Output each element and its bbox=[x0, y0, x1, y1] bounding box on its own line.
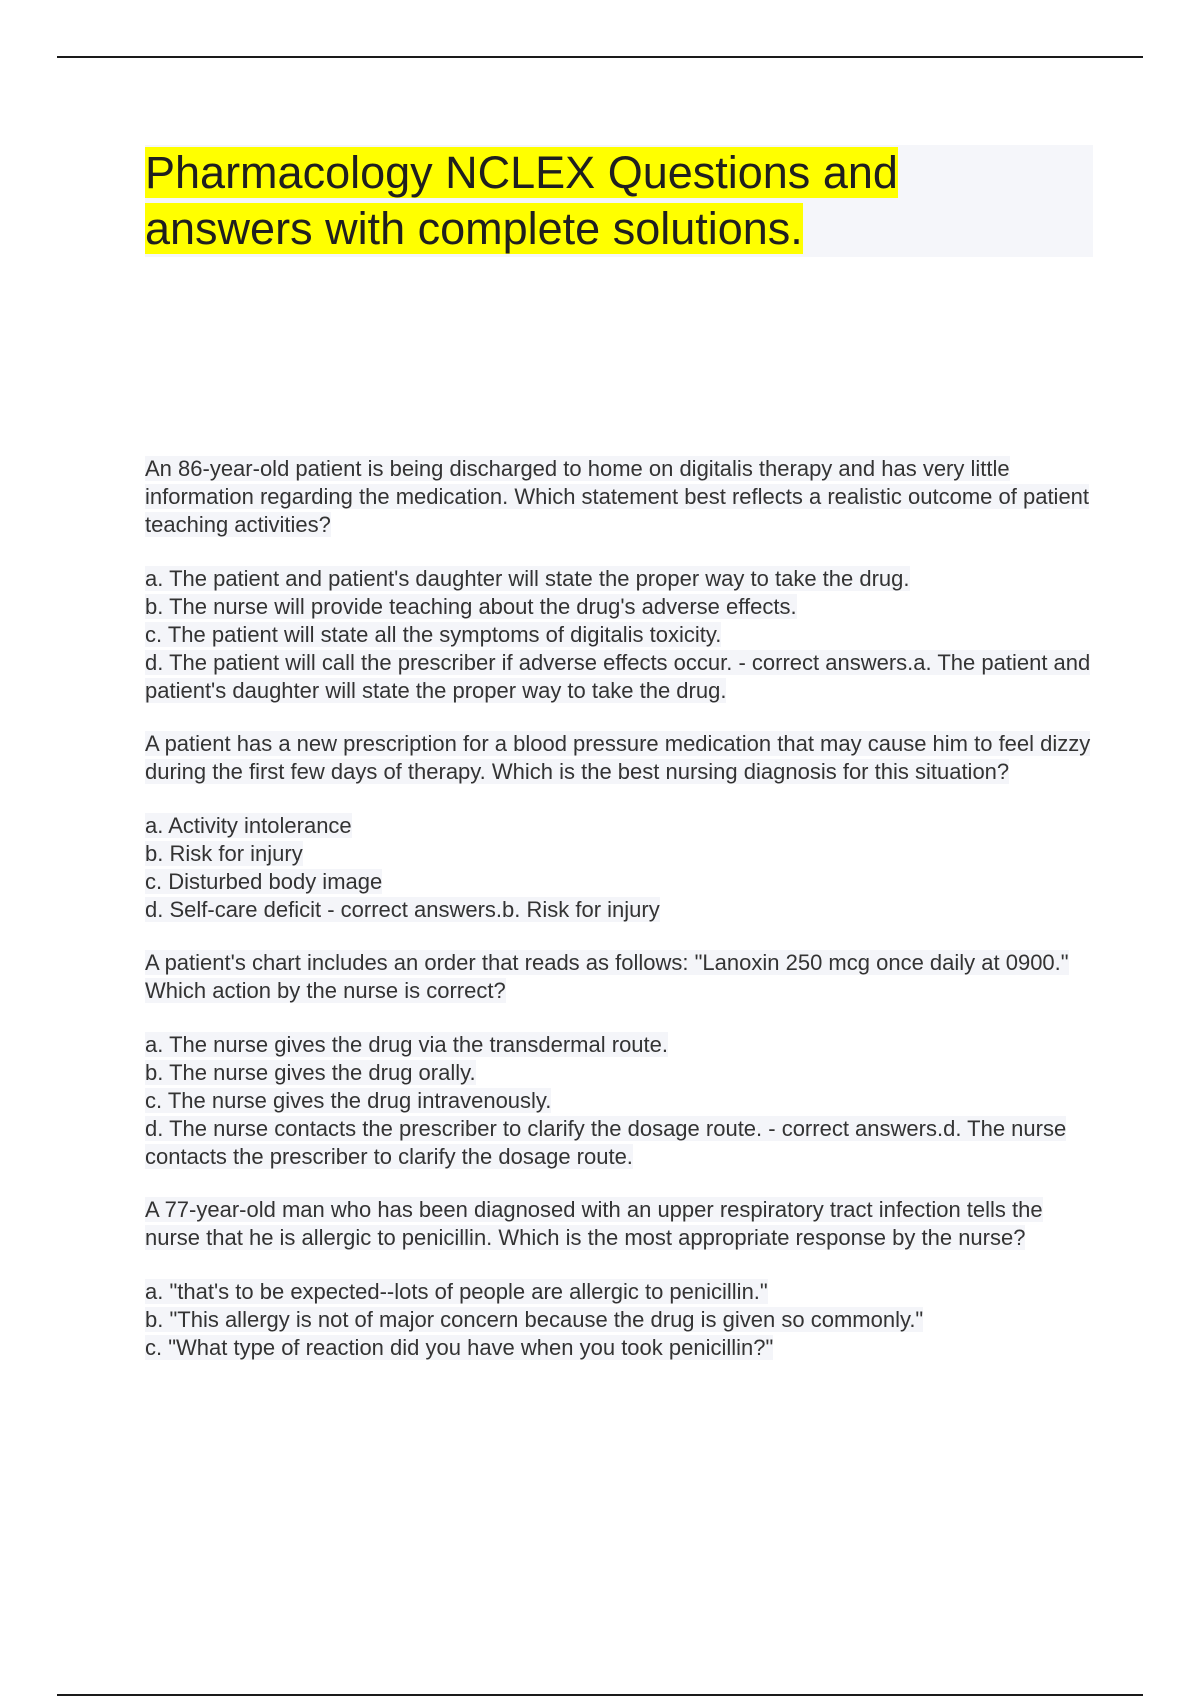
document-body bbox=[145, 145, 1093, 1387]
answer-option: a. The patient and patient's daughter will state the proper way to take the drug. bbox=[145, 566, 910, 591]
question-1 bbox=[145, 455, 1093, 705]
document-title: Pharmacology NCLEX Questions and answers with complete solutions. bbox=[145, 147, 898, 254]
answer-options bbox=[145, 812, 1093, 924]
answer-option: b. Risk for injury bbox=[145, 841, 303, 866]
answer-option: a. The nurse gives the drug via the transdermal route. bbox=[145, 1032, 668, 1057]
question-2 bbox=[145, 730, 1093, 924]
title-block bbox=[145, 145, 1093, 257]
answer-option: c. "What type of reaction did you have when you took penicillin?" bbox=[145, 1335, 774, 1360]
question-stem: A patient has a new prescription for a blood pressure medication that may cause him to feel dizzy during the first few days of therapy. Which is the best nursing diagnosis for this situation? bbox=[145, 731, 1091, 784]
answer-option: d. The patient will call the prescriber if adverse effects occur. - correct answers.a. The patient and patient's daughter will state the proper way to take the drug. bbox=[145, 650, 1091, 703]
question-stem: An 86-year-old patient is being discharged to home on digitalis therapy and has very little information regarding the medication. Which statement best reflects a realistic outcome of patient teaching activities? bbox=[145, 456, 1090, 537]
answer-options bbox=[145, 565, 1093, 705]
bottom-rule bbox=[57, 1694, 1143, 1696]
answer-option: c. Disturbed body image bbox=[145, 869, 383, 894]
answer-option: d. Self-care deficit - correct answers.b. Risk for injury bbox=[145, 897, 660, 922]
answer-option: b. The nurse will provide teaching about the drug's adverse effects. bbox=[145, 594, 797, 619]
answer-options bbox=[145, 1278, 1093, 1362]
answer-option: c. The patient will state all the symptoms of digitalis toxicity. bbox=[145, 622, 722, 647]
question-4 bbox=[145, 1196, 1093, 1362]
top-rule bbox=[57, 56, 1143, 58]
question-stem: A 77-year-old man who has been diagnosed with an upper respiratory tract infection tells the nurse that he is allergic to penicillin. Which is the most appropriate response by the nurse? bbox=[145, 1197, 1043, 1250]
answer-option: b. "This allergy is not of major concern because the drug is given so commonly." bbox=[145, 1307, 924, 1332]
answer-options bbox=[145, 1031, 1093, 1171]
answer-option: a. "that's to be expected--lots of people are allergic to penicillin." bbox=[145, 1279, 768, 1304]
question-3 bbox=[145, 949, 1093, 1171]
answer-option: a. Activity intolerance bbox=[145, 813, 352, 838]
answer-option: d. The nurse contacts the prescriber to clarify the dosage route. - correct answers.d. The nurse contacts the prescriber to clarify the dosage route. bbox=[145, 1116, 1067, 1169]
answer-option: c. The nurse gives the drug intravenously. bbox=[145, 1088, 552, 1113]
question-stem: A patient's chart includes an order that reads as follows: "Lanoxin 250 mcg once daily at 0900." Which action by the nurse is correct? bbox=[145, 950, 1069, 1003]
answer-option: b. The nurse gives the drug orally. bbox=[145, 1060, 476, 1085]
question-list bbox=[145, 455, 1093, 1362]
